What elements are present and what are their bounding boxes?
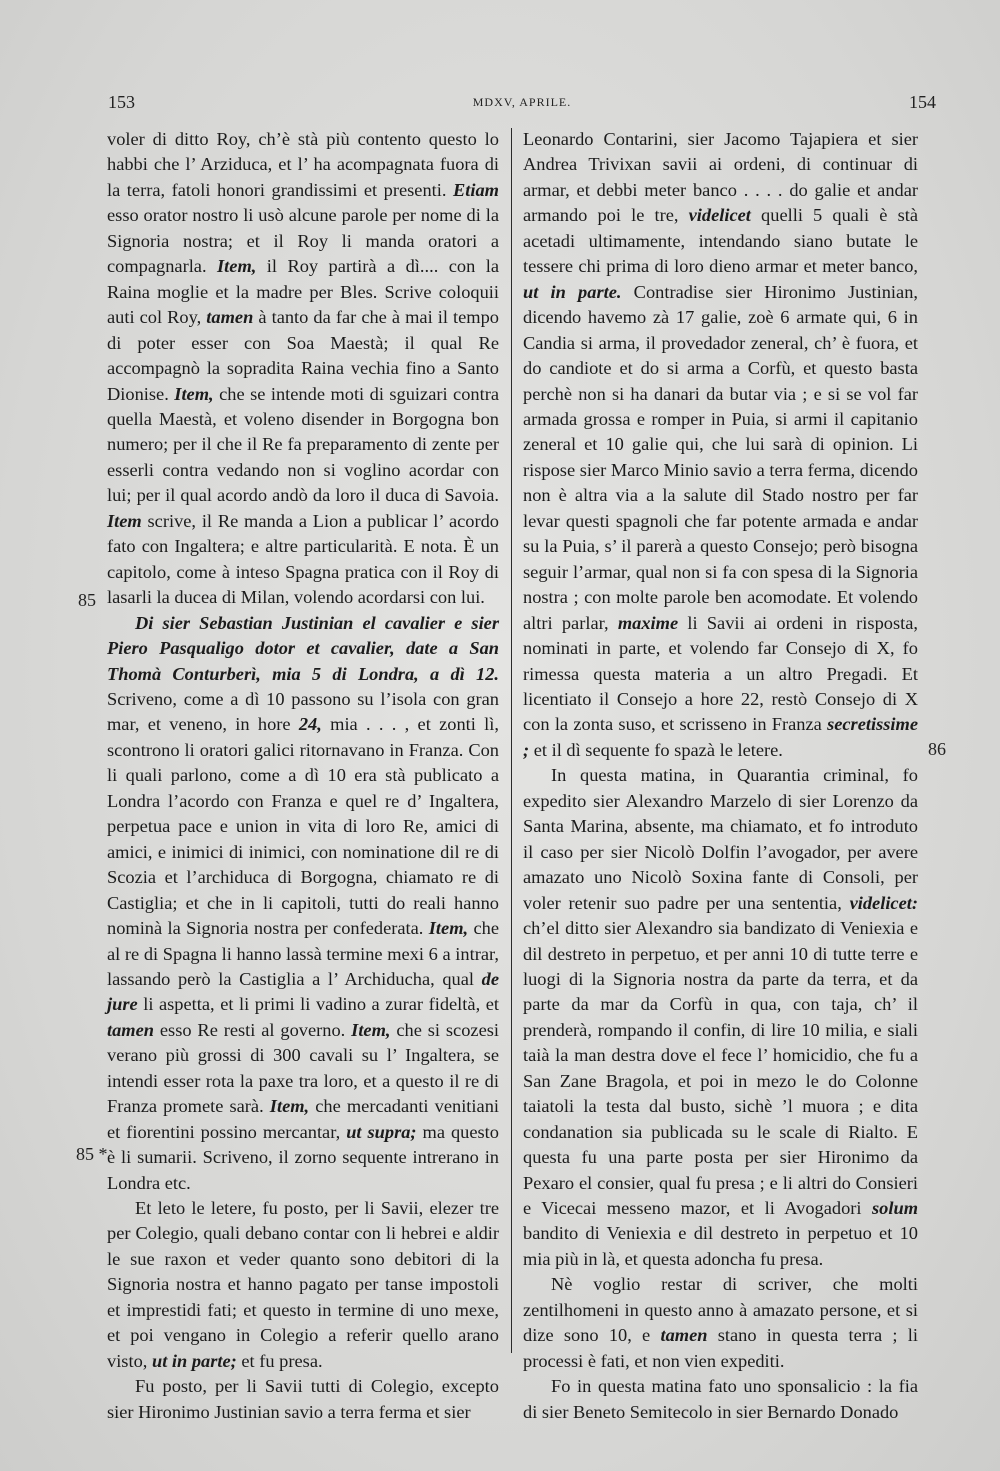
text-run: ch’el ditto sier Alexandro sia bandizato di Veniexia e dil destreto in perpetuo, et per anni 10 di tutte terre e luogi di la Signoria nostra da parte da terra, et da parte da mar da Corfù in qua, con taja, ch’ il prenderà, rompando il confin, di lire 10 milia, e siali taià la man destra dove el fece l’ homicidio, che fu a San Zane Bragola, et poi in mezo le do Colonne taiatoli la testa dal busto, sichè ’l muora ; e dita condanation sia publicada su le scale di Rialto. E questa fu una parte posta per sier Hironimo da Pexaro el consier, qual fu presa ; e li altri do Consieri e Vicecai messeno mazor, et li Avogadori (523, 918, 918, 1219)
paragraph (107, 611, 499, 1196)
text-run: et fu presa. (236, 1350, 323, 1371)
text-run: quelli 5 quali è stà acetadi ultimamente, intendando siano butate le tessere chi prima di loro dieno armar et meter banco, (523, 205, 918, 277)
paragraph (107, 1374, 499, 1425)
italic-text: tamen (107, 1019, 155, 1040)
text-run: il Roy partirà a dì.... con la Raina moglie et la madre per Bles. Scrive coloquii auti col Roy, (107, 256, 499, 328)
text-run: esso Re resti al governo. (154, 1019, 352, 1040)
page-header (108, 92, 936, 118)
text-run: che si scozesi verano più grossi di 300 cavali su l’ Ingaltera, se intendi esser rota la paxe tra loro, et a questo il re di Franza promete sarà. (107, 1019, 500, 1117)
text-run: In questa matina, in Quarantia criminal, fo expedito sier Alexandro Marzelo di sier Lorenzo da Santa Marina, absente, ma chiamato, et fo introduto il caso per sier Nicolò Dolfin l’avogador, per avere amazato uno Nicolò Soxina fante di Consoli, per voler retenir suo padre per una sententia, (523, 765, 918, 913)
text-run: Scriveno, come a dì 10 passono su l’isola con gran mar, et veneno, in hore (107, 688, 499, 735)
italic-text: tamen (206, 307, 254, 328)
italic-text: videlicet (688, 205, 751, 226)
page-number-left: 153 (108, 92, 135, 112)
italic-text: ut supra; (346, 1121, 417, 1142)
paragraph (523, 127, 918, 763)
italic-text: solum (872, 1198, 918, 1219)
text-run: Fo in questa matina fato uno sponsalicio : la fia di sier Beneto Semitecolo in sier Bernardo Donado (523, 1376, 918, 1422)
text-run: ma questo è li sumarii. Scriveno, il zorno sequente intrerano in Londra etc. (107, 1121, 499, 1193)
italic-text: 24, (298, 714, 322, 735)
italic-text: Item, (428, 918, 469, 939)
text-run: Contradise sier Hironimo Justinian, dicendo havemo zà 17 galie, zoè 6 armate qui, 6 in Candia si arma, il provedador zeneral, ch’ è fuora, et do candiote et do si arma a Corfù, et questo basta perchè non si ha danari da butar via ; e si se vol far armada grossa e romper in Puia, si armi il capitanio zeneral et 10 galie qui, che lui sarà di opinion. Li rispose sier Marco Minio savio a terra ferma, dicendo non è altra via a la salute dil Stado nostro per far levar questi spagnoli che far potente armada e andar su la Puia, s’ il parerà a questo Consejo; però bisogna seguir l’armar, qual non si fa con spesa di la Signoria nostra ; con molte parole ben acomodate. Et volendo altri parlar, (523, 281, 918, 633)
text-run: mia . . . , et zonti lì, scontrono li oratori galici ritornavano in Franza. Con li quali parlono, come a dì 10 era stà publicato a Londra l’acordo con Franza e quel re d’ Ingaltera, perpetua pace e union in vita di loro Re, amici di amici, e inimici di inimici, con nominatione dil re di Scozia et l’archiduca di Borgogna, chiamato re di Castiglia; et che in li capitoli, tutti do reali hanno nominà la Signoria nostra per confederata. (107, 714, 499, 939)
margin-note-85: 85 (78, 590, 96, 610)
margin-note-86: 86 (928, 739, 946, 759)
text-run: che mercadanti venitiani et fiorentini possino mercantar, (107, 1096, 499, 1142)
page-number-right: 154 (909, 92, 936, 112)
italic-text: videlicet: (849, 892, 918, 913)
paragraph (107, 127, 499, 611)
italic-text: Di sier Sebastian Justinian el cavalier e sier Piero Pasqualigo dotor et cavalier, date a San Thomà Conturberì, mia 5 di Londra, a dì 12. (107, 612, 499, 684)
paragraph (523, 763, 918, 1272)
text-run: li aspetta, et li primi li vadino a zurar fideltà, et (137, 994, 499, 1015)
italic-text: Item, (269, 1096, 310, 1117)
text-run: esso orator nostro li usò alcune parole per nome di la Signoria nostra; et il Roy li manda oratori a compagnarla. (107, 205, 499, 277)
right-column (523, 127, 918, 1422)
text-run: Fu posto, per li Savii tutti di Colegio, excepto sier Hironimo Justinian savio a terra ferma et sier (107, 1376, 499, 1422)
italic-text: Item, (217, 256, 257, 277)
italic-text: secretissime ; (523, 714, 918, 760)
text-run: scrive, il Re manda a Lion a publicar l’ acordo fato con Ingaltera; e altre particularità. E nota. È un capitolo, come à inteso Spagna pratica con il Roy di lasarli la ducea di Milan, volendo acordarsi con lui. (107, 510, 499, 608)
italic-text: Item, (351, 1019, 391, 1040)
margin-note-85-star: 85 * (76, 1144, 108, 1164)
italic-text: maxime (617, 612, 679, 633)
left-column (107, 127, 500, 1422)
italic-text: tamen (660, 1325, 708, 1346)
text-run: bandito di Veniexia e dil destreto in perpetuo et 10 mia più in là, et questa adoncha fu presa. (523, 1223, 918, 1269)
italic-text: Item, (174, 383, 214, 404)
paragraph (523, 1374, 918, 1425)
paragraph (523, 1272, 918, 1374)
italic-text: Etiam (453, 179, 499, 200)
running-title: MDXV, APRILE. (472, 95, 572, 109)
text-run: che se intende moti di sguizari contra quella Maestà, et voleno disender in Borgogna bon numero; per il che il Re fa preparamento di zente per esserli contra vedando non si voglino acordar con lui; per il qual acordo andò da loro il duca di Savoia. (107, 383, 500, 506)
paragraph (107, 1196, 499, 1374)
text-run: li Savii ai ordeni in risposta, nominati in parte, et volendo far Consejo di X, fo rimessa questa materia a un altro Pregadi. Et licentiato il Consejo a hore 22, restò Consejo di X con la zonta suso, et scrisseno in Franza (523, 612, 918, 735)
text-run: Leonardo Contarini, sier Jacomo Tajapiera et sier Andrea Trivixan savii ai ordeni, di continuar di armar, et debbi meter banco . . . . do galie et andar armando poi le tre, (523, 129, 918, 226)
italic-text: ut in parte. (523, 281, 622, 302)
italic-text: ut in parte; (151, 1350, 237, 1371)
italic-text: Item (107, 510, 142, 531)
text-run: et il dì sequente fo spazà le letere. (529, 739, 783, 760)
text-run: Et leto le letere, fu posto, per li Savii, elezer tre per Colegio, quali debano contar con li hebrei e aldir le sue raxon et veder quanto sono debitori di la Signoria nostra et hanno pagato per tanse impostoli et imprestidi fati; et questo in termine di uno mexe, et poi vengano in Colegio a referir quello arano visto, (107, 1198, 499, 1371)
italic-text: de jure (107, 968, 499, 1015)
text-run: che al re di Spagna li hanno lassà termine mexi 6 a intrar, lassando però la Castiglia a l’ Archiducha, qual (107, 918, 500, 989)
text-run: Nè voglio restar di scriver, che molti zentilhomeni in questo anno à amazato persone, et si dize sono 10, e (523, 1274, 918, 1346)
text-run: voler di ditto Roy, ch’è stà più contento questo lo habbi che l’ Arziduca, et l’ ha acompagnata fuora di la terra, fatoli honori grandissimi et presenti. (107, 129, 499, 200)
column-divider (511, 128, 512, 1353)
text-run: stano in questa terra ; li processi è fati, et non vien expediti. (523, 1325, 918, 1371)
text-run: à tanto da far che à mai il tempo di poter esser con Soa Maestà; il qual Re accompagnò la sopradita Raina vechia fino a Santo Dionise. (107, 307, 500, 404)
